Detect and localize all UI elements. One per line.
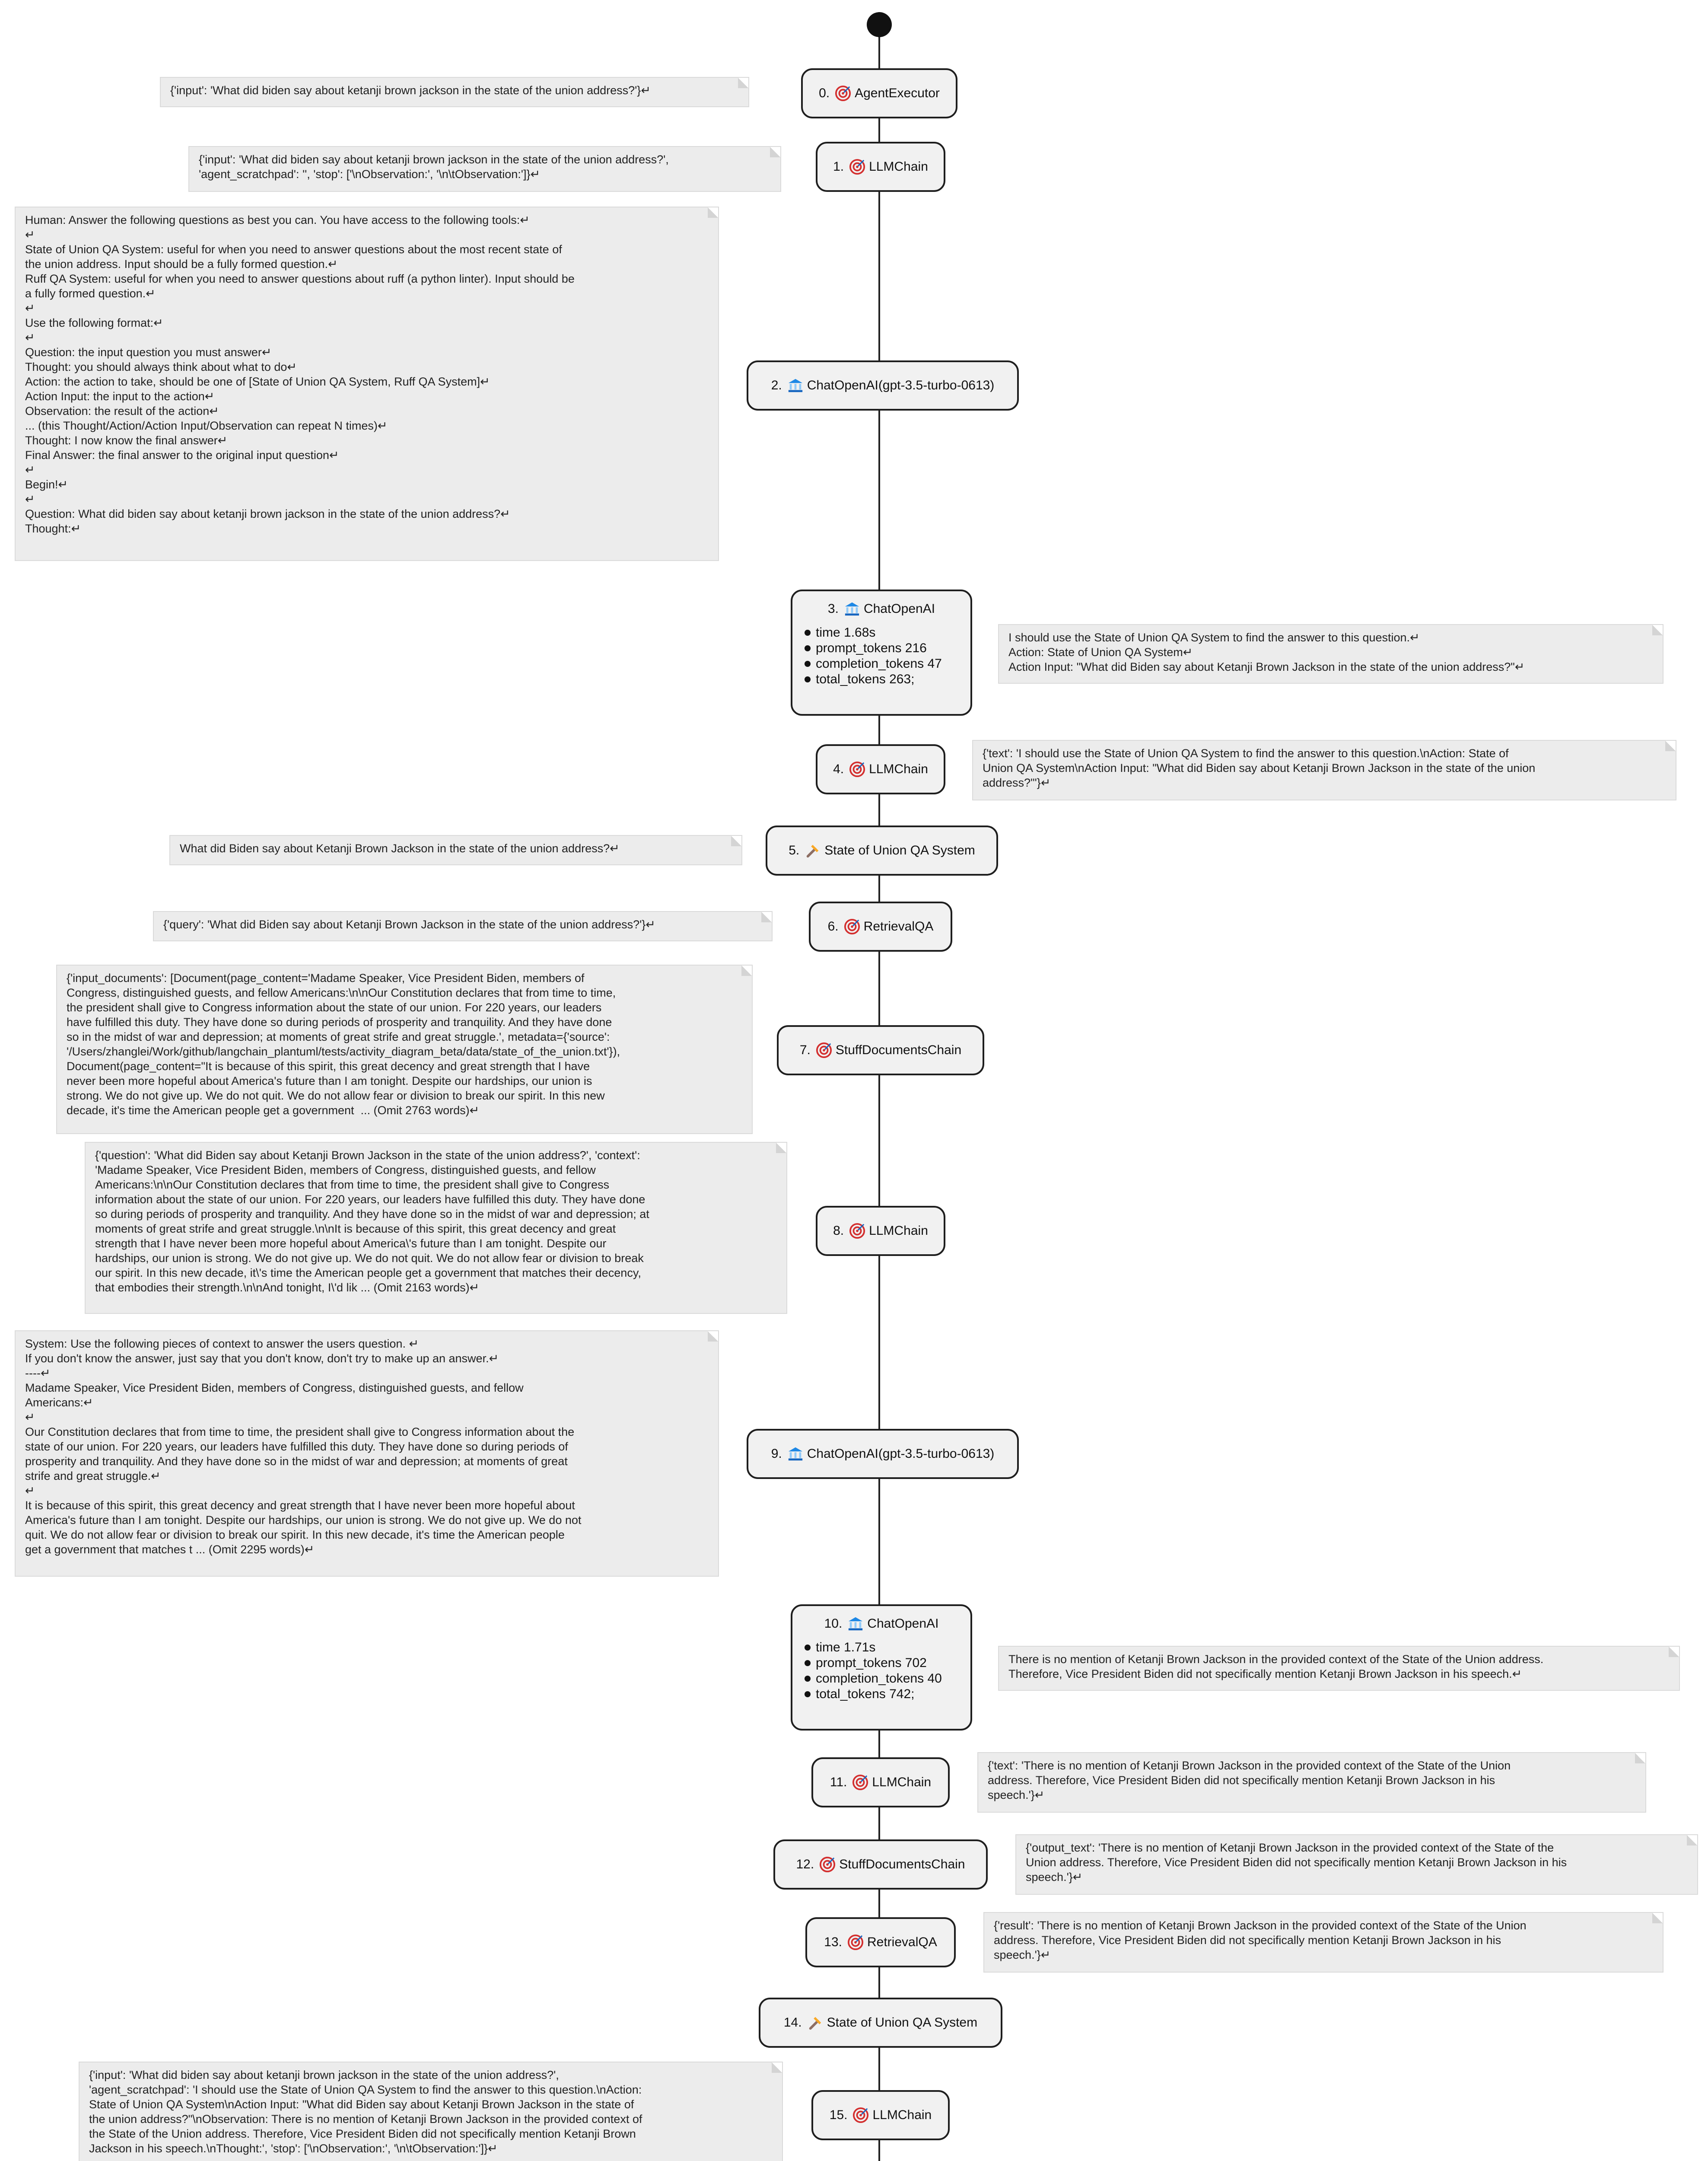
step-7-documents-note: {'input_documents': [Document(page_content='Madame Speaker, Vice President Biden, members of Congress, distinguished guests, and fellow Americans:\n\nOur Constitution declares that from time to time, the president shall give to Congress information about the state of our union. For 220 years, our leaders have fulfilled this duty. They have done so during periods of prosperity and tranquility. And they have done so in the midst of war and depression; at moments of great strife and great struggle.', metadata={'source': '/Users/zhanglei/Work/github/langchain_plantuml/tests/activity_diagram_beta/data/state_of_the_union.txt'}), Document(page_content="It is because of this spirit, this great decency and great strength that I have never been more hopeful about America's future than I am tonight. Despite our hardships, our union is strong. We do not give up. We do not quit. We do not allow fear or division to break our spirit. In this new decade, it's time the American people get a government ... (Omit 2763 words)↵	[56, 965, 753, 1134]
step-1-llm-chain[interactable]: 1. LLMChain	[816, 142, 945, 192]
step-11-output-note: {'text': 'There is no mention of Ketanji Brown Jackson in the provided context of the State of the Union address. Therefore, Vice President Biden did not specifically mention Ketanji Brown Jackson in his speech.'}↵	[977, 1752, 1646, 1813]
target-icon	[815, 1042, 833, 1058]
target-icon	[848, 1223, 866, 1239]
step-6-query-note: {'query': 'What did Biden say about Ketanji Brown Jackson in the state of the union address?'}↵	[153, 911, 773, 941]
stat-time: time 1.68s	[816, 625, 959, 641]
step-13-output-note: {'result': 'There is no mention of Ketanji Brown Jackson in the provided context of the State of the Union address. Therefore, Vice President Biden did not specifically mention Ketanji Brown Jackson in his speech.'}↵	[983, 1912, 1663, 1973]
bank-icon	[846, 1616, 865, 1632]
step-3-chat-openai-result[interactable]: 3. ChatOpenAI time 1.68s prompt_tokens 216 completion_tokens 47 total_tokens 263;	[791, 590, 972, 716]
step-11-llm-chain[interactable]: 11. LLMChain	[811, 1757, 950, 1807]
step-3-stats	[804, 625, 959, 687]
target-icon	[818, 1856, 837, 1873]
stat-prompt-tokens: prompt_tokens 216	[816, 641, 959, 656]
step-5-input-note: What did Biden say about Ketanji Brown Jackson in the state of the union address?↵	[169, 835, 742, 865]
bank-icon	[786, 1446, 805, 1462]
step-4-output-note: {'text': 'I should use the State of Union QA System to find the answer to this question.\nAction: State of Union QA System\nAction Input: "What did Biden say about Ketanji Brown Jackson in the state of the union address?"'}↵	[972, 740, 1676, 800]
stat-prompt-tokens: prompt_tokens 702	[816, 1655, 959, 1671]
step-6-retrieval-qa[interactable]: 6. RetrievalQA	[809, 902, 952, 952]
bank-icon	[786, 377, 805, 394]
step-15-scratchpad-note: {'input': 'What did biden say about ketanji brown jackson in the state of the union address?', 'agent_scratchpad': 'I should use the State of Union QA System to find the answer to this question.\nAction: State of Union QA System\nAction Input: "What did Biden say about Ketanji Brown Jackson in the state of the union address?"\nObservation: There is no mention of Ketanji Brown Jackson in the provided context of the State of the Union address. Therefore, Vice President Biden did not specifically mention Ketanji Brown Jackson in his speech.\nThought:', 'stop': ['\nObservation:', '\n\tObservation:']}↵	[79, 2062, 783, 2161]
target-icon	[843, 918, 861, 935]
hammer-icon	[806, 2014, 824, 2031]
target-icon	[852, 2107, 870, 2123]
step-7-stuff-documents-chain[interactable]: 7. StuffDocumentsChain	[777, 1025, 984, 1075]
stat-time: time 1.71s	[816, 1640, 959, 1655]
step-2-chat-openai[interactable]: 2. ChatOpenAI(gpt-3.5-turbo-0613)	[747, 360, 1019, 411]
target-icon	[846, 1934, 865, 1951]
step-10-output-note: There is no mention of Ketanji Brown Jackson in the provided context of the State of the Union address. Therefore, Vice President Biden did not specifically mention Ketanji Brown Jackson in his speech.↵	[998, 1646, 1680, 1691]
step-8-llm-chain[interactable]: 8. LLMChain	[816, 1206, 945, 1256]
step-8-context-note: {'question': 'What did Biden say about Ketanji Brown Jackson in the state of the union address?', 'context': 'Madame Speaker, Vice President Biden, members of Congress, distinguished guests, and fellow Americans:\n\nOur Constitution declares that from time to time, the president shall give to Congress information about the state of our union. For 220 years, our leaders have fulfilled this duty. They have done so during periods of prosperity and tranquility. And they have done so in the midst of war and depression; at moments of great strife and great struggle.\n\nIt is because of this spirit, this great decency and great strength that I have never been more hopeful about America\'s future than I am tonight. Despite our hardships, our union is strong. We do not give up. We do not quit. We do not allow fear or division to break our spirit. In this new decade, it\'s time the American people get a government that matches their decency, that embodies their strength.\n\nAnd tonight, I\'d lik ... (Omit 2163 words)↵	[85, 1142, 787, 1314]
start-node	[867, 12, 892, 37]
step-9-chat-openai[interactable]: 9. ChatOpenAI(gpt-3.5-turbo-0613)	[747, 1429, 1019, 1479]
step-14-state-of-union-tool[interactable]: 14. State of Union QA System	[759, 1998, 1002, 2048]
step-10-chat-openai-result[interactable]: 10. ChatOpenAI time 1.71s prompt_tokens 702 completion_tokens 40 total_tokens 742;	[791, 1604, 972, 1731]
step-4-llm-chain[interactable]: 4. LLMChain	[816, 744, 945, 794]
step-13-retrieval-qa[interactable]: 13. RetrievalQA	[805, 1917, 956, 1967]
target-icon	[848, 159, 866, 175]
stat-completion-tokens: completion_tokens 40	[816, 1671, 959, 1686]
stat-total-tokens: total_tokens 263;	[816, 672, 959, 687]
step-3-output-note: I should use the State of Union QA System to find the answer to this question.↵ Action: State of Union QA System↵ Action Input: "What did Biden say about Ketanji Brown Jackson in the state of the union address?"↵	[998, 624, 1663, 684]
step-1-input-note: {'input': 'What did biden say about ketanji brown jackson in the state of the union address?', 'agent_scratchpad': '', 'stop': ['\nObservation:', '\n\tObservation:']}↵	[188, 146, 781, 192]
step-9-prompt-note: System: Use the following pieces of context to answer the users question. ↵ If you don't know the answer, just say that you don't know, don't try to make up an answer.↵ ----↵ Madame Speaker, Vice President Biden, members of Congress, distinguished guests, and fellow Americans:↵ ↵ Our Constitution declares that from time to time, the president shall give to Congress information about the state of our union. For 220 years, our leaders have fulfilled this duty. They have done so during periods of prosperity and tranquility. And they have done so in the midst of war and depression; at moments of great strife and great struggle.↵ ↵ It is because of this spirit, this great decency and great strength that I have never been more hopeful about America's future than I am tonight. Despite our hardships, our union is strong. We do not give up. We do not quit. We do not allow fear or division to break our spirit. In this new decade, it's time the American people get a government that matches t ... (Omit 2295 words)↵	[15, 1330, 719, 1577]
step-0-agent-executor[interactable]: 0. AgentExecutor	[801, 68, 957, 118]
target-icon	[851, 1774, 869, 1791]
step-12-output-note: {'output_text': 'There is no mention of Ketanji Brown Jackson in the provided context of the State of the Union address. Therefore, Vice President Biden did not specifically mention Ketanji Brown Jackson in his speech.'}↵	[1015, 1834, 1698, 1895]
step-5-state-of-union-tool[interactable]: 5. State of Union QA System	[766, 826, 998, 876]
bank-icon	[843, 601, 861, 617]
step-2-prompt-note: Human: Answer the following questions as best you can. You have access to the following tools:↵ ↵ State of Union QA System: useful for when you need to answer questions about the most recent state of the union address. Input should be a fully formed question.↵ Ruff QA System: useful for when you need to answer questions about ruff (a python linter). Input should be a fully formed question.↵ ↵ Use the following format:↵ ↵ Question: the input question you must answer↵ Thought: you should always think about what to do↵ Action: the action to take, should be one of [State of Union QA System, Ruff QA System]↵ Action Input: the input to the action↵ Observation: the result of the action↵ ... (this Thought/Action/Action Input/Observation can repeat N times)↵ Thought: I now know the final answer↵ Final Answer: the final answer to the original input question↵ ↵ Begin!↵ ↵ Question: What did biden say about ketanji brown jackson in the state of the union address?↵ Thought:↵	[15, 207, 719, 561]
target-icon	[848, 761, 866, 778]
stat-total-tokens: total_tokens 742;	[816, 1686, 959, 1702]
hammer-icon	[804, 842, 822, 859]
target-icon	[834, 85, 852, 102]
step-12-stuff-documents-chain[interactable]: 12. StuffDocumentsChain	[773, 1839, 988, 1890]
step-0-input-note: {'input': 'What did biden say about ketanji brown jackson in the state of the union address?'}↵	[160, 77, 749, 107]
stat-completion-tokens: completion_tokens 47	[816, 656, 959, 672]
step-15-llm-chain[interactable]: 15. LLMChain	[811, 2090, 950, 2140]
step-10-stats	[804, 1640, 959, 1702]
